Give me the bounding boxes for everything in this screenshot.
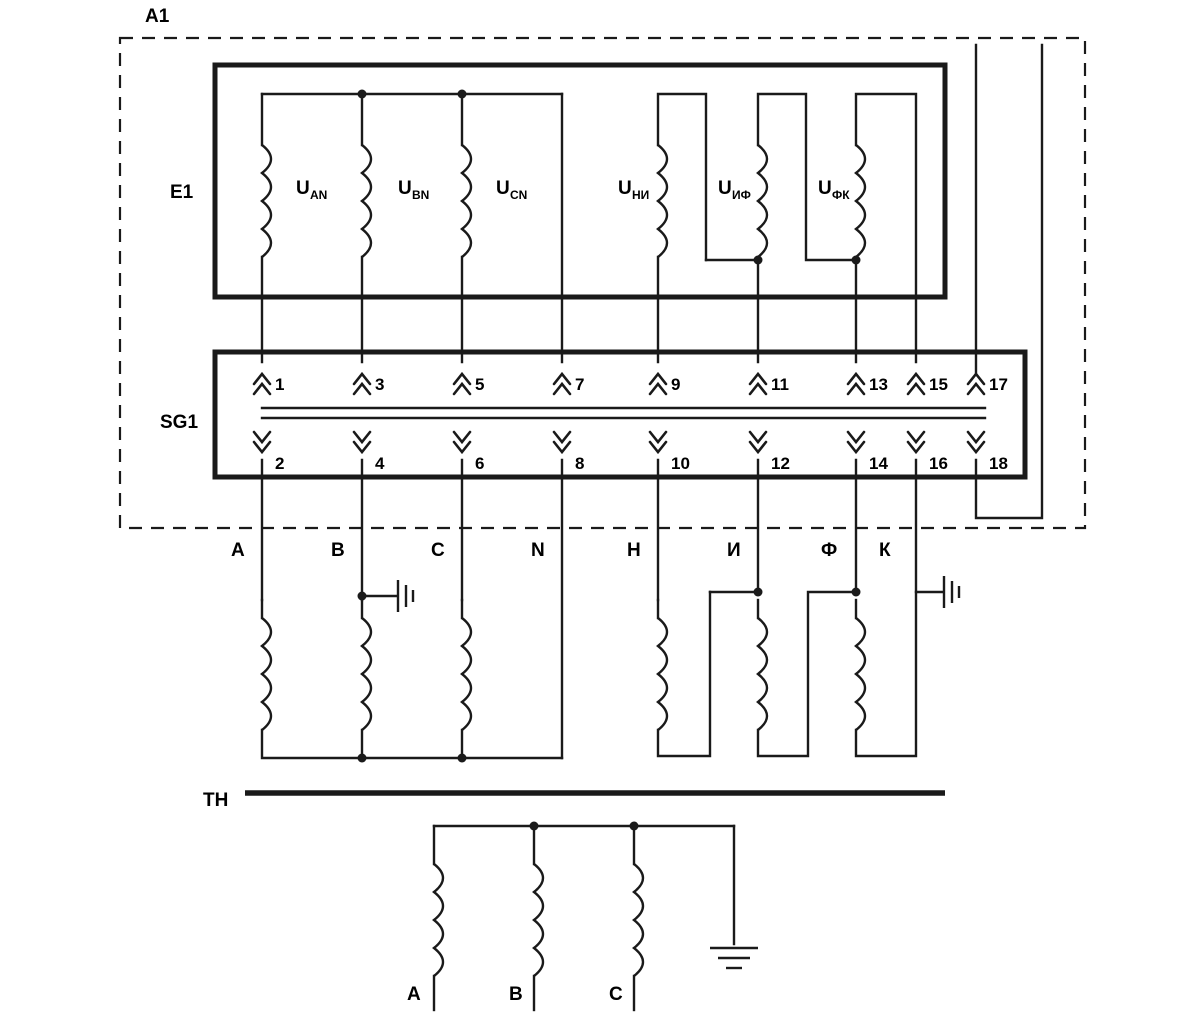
- winding-label-main: U: [618, 178, 632, 199]
- winding-label-main: U: [496, 178, 510, 199]
- terminal-label-bottom: 8: [575, 454, 585, 473]
- winding-label-sub: НИ: [632, 188, 650, 202]
- coil-u-ni: [658, 145, 667, 257]
- coil-tn-a: [434, 864, 443, 976]
- block-e1: [215, 65, 945, 297]
- junction-dot: [358, 754, 367, 763]
- winding-label-main: U: [296, 178, 310, 199]
- coil-u-bn: [362, 145, 371, 257]
- coil-secondary-c: [462, 618, 471, 730]
- coil-secondary-b: [362, 618, 371, 730]
- terminal-label-bottom: 12: [771, 454, 790, 473]
- winding-label-sub: ИФ: [732, 188, 751, 202]
- winding-label-sub: CN: [510, 188, 528, 202]
- coil-secondary-f: [856, 618, 865, 730]
- terminal-label-bottom: 2: [275, 454, 285, 473]
- tn-phase-label-a: A: [407, 984, 421, 1005]
- phase-label-k: К: [879, 540, 891, 561]
- winding-label-main: U: [398, 178, 412, 199]
- winding-label-main: U: [818, 178, 832, 199]
- coil-secondary-h: [658, 618, 667, 730]
- terminal-label-top: 7: [575, 375, 585, 394]
- coil-tn-b: [534, 864, 543, 976]
- phase-label-b: B: [331, 540, 345, 561]
- terminal-label-top: 17: [989, 375, 1008, 394]
- coil-u-if: [758, 145, 767, 257]
- terminal-label-bottom: 4: [375, 454, 385, 473]
- junction-dot: [358, 90, 367, 99]
- coil-u-fk: [856, 145, 865, 257]
- wire-return-outer: [976, 45, 1042, 518]
- phase-label-a: A: [231, 540, 245, 561]
- label-a1: A1: [145, 6, 170, 27]
- wire-sec-a-bottom: [262, 730, 562, 758]
- winding-label-sub: ФК: [832, 188, 850, 202]
- junction-dot: [358, 592, 367, 601]
- e1-wire-if-top: [758, 94, 856, 260]
- junction-dot: [458, 90, 467, 99]
- coil-u-cn: [462, 145, 471, 257]
- junction-dot: [852, 588, 861, 597]
- junction-dot: [458, 754, 467, 763]
- winding-label-sub: AN: [310, 188, 328, 202]
- phase-label-h: Н: [627, 540, 641, 561]
- terminal-label-bottom: 14: [869, 454, 888, 473]
- terminal-label-top: 1: [275, 375, 285, 394]
- label-sg1: SG1: [160, 412, 199, 433]
- junction-dot: [754, 588, 763, 597]
- junction-dot: [630, 822, 639, 831]
- e1-wire-fk-top: [856, 94, 916, 362]
- phase-label-f: Ф: [821, 540, 838, 561]
- coil-secondary-a: [262, 618, 271, 730]
- phase-label-n: N: [531, 540, 545, 561]
- phase-label-c: C: [431, 540, 445, 561]
- wire-sec-h-loop: [658, 592, 710, 756]
- wire-sec-f-loop: [856, 592, 916, 756]
- terminal-label-top: 3: [375, 375, 385, 394]
- block-sg1: [215, 352, 1025, 477]
- tn-phase-label-c: C: [609, 984, 623, 1005]
- terminal-label-top: 9: [671, 375, 681, 394]
- terminal-label-bottom: 18: [989, 454, 1008, 473]
- terminal-label-top: 15: [929, 375, 948, 394]
- label-tn: TH: [203, 790, 229, 811]
- junction-dot: [530, 822, 539, 831]
- terminal-label-bottom: 6: [475, 454, 485, 473]
- label-e1: E1: [170, 182, 194, 203]
- terminal-label-bottom: 16: [929, 454, 948, 473]
- terminal-label-bottom: 10: [671, 454, 690, 473]
- sg1-terminal-arrows-top: [254, 374, 984, 394]
- terminal-label-top: 13: [869, 375, 888, 394]
- winding-label-sub: BN: [412, 188, 430, 202]
- tn-phase-label-b: B: [509, 984, 523, 1005]
- coil-u-an: [262, 145, 271, 257]
- coil-tn-c: [634, 864, 643, 976]
- terminal-label-top: 5: [475, 375, 485, 394]
- sg1-terminal-arrows-bottom: [254, 432, 984, 452]
- winding-label-main: U: [718, 178, 732, 199]
- coil-secondary-i: [758, 618, 767, 730]
- wire-sec-i-loop: [758, 592, 856, 756]
- terminal-label-top: 11: [771, 375, 789, 394]
- enclosure-a1: [120, 38, 1085, 528]
- phase-label-i: И: [727, 540, 741, 561]
